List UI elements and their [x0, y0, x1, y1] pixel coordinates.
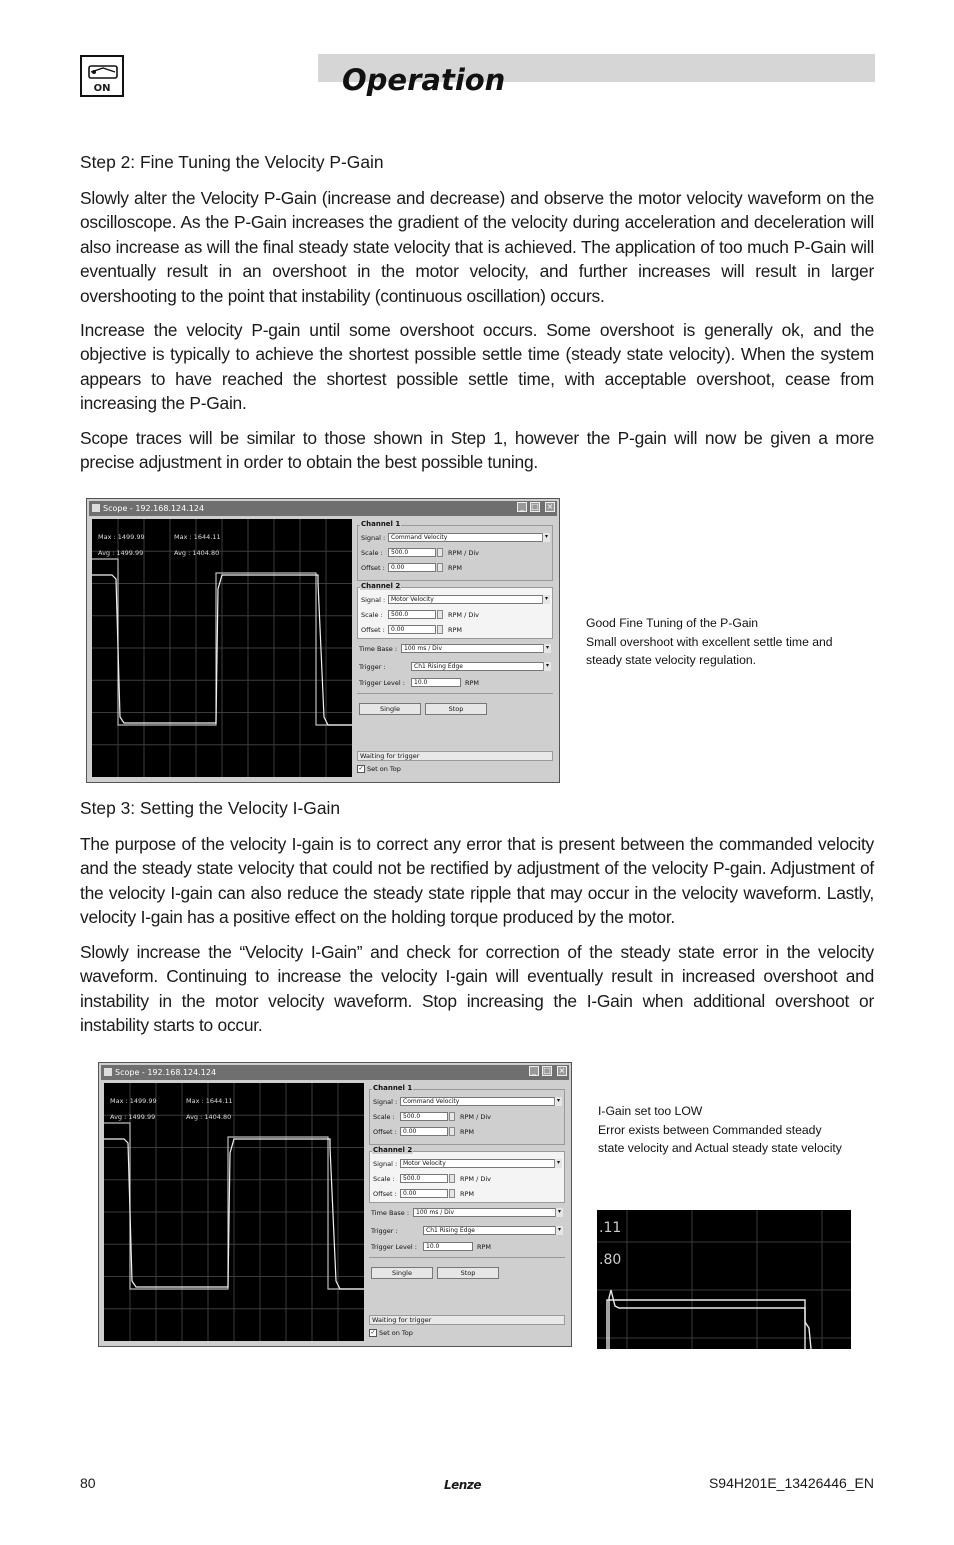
- chevron-down-icon[interactable]: ▾: [555, 1208, 563, 1217]
- trigger-select[interactable]: Ch1 Rising Edge: [411, 662, 551, 671]
- checkmark-icon[interactable]: ✓: [358, 765, 364, 772]
- chevron-down-icon[interactable]: ▾: [554, 1159, 562, 1168]
- scope-titlebar[interactable]: [89, 501, 557, 516]
- offset-label: Offset :: [373, 1190, 397, 1198]
- scale-label: Scale :: [373, 1113, 395, 1121]
- oscilloscope-plot[interactable]: [104, 1083, 364, 1341]
- caption-line: Small overshoot with excellent settle time and: [586, 634, 833, 649]
- ch2-scale-input[interactable]: 500.0: [388, 610, 436, 619]
- power-switch-icon: [80, 55, 124, 97]
- step3-paragraph-1: The purpose of the velocity I-gain is to correct any error that is present between the commanded velocity and the steady state velocity that could not be rectified by adjustment of the velocity P-gain. Adjustment of the velocity I-gain can also reduce the steady state ripple that may occur in the velocity waveform. Lastly, velocity I-gain has a positive effect on the holding torque produced by the motor.: [80, 834, 874, 928]
- step2-paragraph-2: Increase the velocity P-gain until some overshoot occurs. Some overshoot is generally ok, and the objective is typically to achieve the shortest possible settle time (steady state velocity). When the system appears to have reached the shortest possible settle time, with acceptable overshoot, cease from increasing the P-Gain.: [80, 320, 874, 414]
- chevron-down-icon[interactable]: ▾: [543, 662, 551, 671]
- spinner-icon[interactable]: [449, 1127, 455, 1136]
- avg-readout: Avg : 1404.80: [186, 1113, 232, 1121]
- channel2-title: Channel 2: [361, 582, 401, 590]
- max-readout: Max : 1499.99: [110, 1097, 157, 1105]
- channel2-group: [369, 1146, 565, 1203]
- ch1-scale-input[interactable]: 500.0: [400, 1112, 448, 1121]
- set-on-top-checkbox[interactable]: [357, 765, 401, 773]
- max-readout: Max : 1499.99: [98, 533, 145, 541]
- minimize-button[interactable]: _: [517, 502, 527, 512]
- ch1-signal-select[interactable]: Command Velocity: [400, 1097, 562, 1106]
- trigger-level-input[interactable]: 10.0: [423, 1242, 473, 1251]
- offset-label: Offset :: [361, 564, 385, 572]
- spinner-icon[interactable]: [437, 548, 443, 557]
- switch-icon: [83, 59, 123, 85]
- trace-svg: [92, 519, 352, 777]
- scope-title: Scope - 192.168.124.124: [103, 504, 205, 513]
- ch1-signal-select[interactable]: Command Velocity: [388, 533, 550, 542]
- channel1-title: Channel 1: [361, 520, 401, 528]
- trigger-label: Trigger :: [371, 1227, 398, 1235]
- max-readout: Max : 1644.11: [174, 533, 221, 541]
- trigger-level-unit: RPM: [465, 679, 480, 687]
- chevron-down-icon[interactable]: ▾: [554, 1097, 562, 1106]
- caption-line: steady state velocity regulation.: [586, 653, 757, 667]
- maximize-button[interactable]: □: [543, 1066, 551, 1075]
- trigger-select[interactable]: Ch1 Rising Edge: [423, 1226, 563, 1235]
- scale-label: Scale :: [361, 611, 383, 619]
- ch1-offset-input[interactable]: 0.00: [400, 1127, 448, 1136]
- channel1-group: [357, 520, 553, 581]
- spinner-icon[interactable]: [449, 1112, 455, 1121]
- spinner-icon[interactable]: [449, 1189, 455, 1198]
- page-number: 80: [80, 1475, 96, 1491]
- single-button[interactable]: Single: [359, 703, 421, 715]
- set-on-top-checkbox[interactable]: [369, 1329, 413, 1337]
- signal-label: Signal :: [361, 534, 386, 542]
- offset-label: Offset :: [361, 626, 385, 634]
- offset-unit: RPM: [460, 1128, 475, 1136]
- zoom-label-max: .11: [599, 1220, 622, 1236]
- trigger-level-label: Trigger Level :: [371, 1243, 417, 1251]
- minimize-button[interactable]: _: [529, 1066, 539, 1076]
- spinner-icon[interactable]: [437, 625, 443, 634]
- set-on-top-label: Set on Top: [367, 765, 401, 773]
- timebase-select[interactable]: 100 ms / Div: [413, 1208, 563, 1217]
- ch2-offset-input[interactable]: 0.00: [400, 1189, 448, 1198]
- ch2-signal-select[interactable]: Motor Velocity: [400, 1159, 562, 1168]
- offset-unit: RPM: [448, 626, 463, 634]
- step2-heading: Step 2: Fine Tuning the Velocity P-Gain: [80, 152, 384, 172]
- channel2-title: Channel 2: [373, 1146, 413, 1154]
- timebase-label: Time Base :: [359, 645, 398, 653]
- avg-readout: Avg : 1499.99: [110, 1113, 156, 1121]
- scale-unit: RPM / Div: [460, 1113, 492, 1121]
- channel1-title: Channel 1: [373, 1084, 413, 1092]
- spinner-icon[interactable]: [437, 610, 443, 619]
- ch1-scale-input[interactable]: 500.0: [388, 548, 436, 557]
- chevron-down-icon[interactable]: ▾: [543, 644, 551, 653]
- set-on-top-label: Set on Top: [379, 1329, 413, 1337]
- scope-window: [98, 1062, 572, 1347]
- caption-title: Good Fine Tuning of the P-Gain: [586, 616, 759, 630]
- avg-readout: Avg : 1499.99: [98, 549, 144, 557]
- brand-logo: Lenze: [444, 1478, 481, 1492]
- page-title: Operation: [342, 63, 506, 97]
- trigger-label: Trigger :: [359, 663, 386, 671]
- on-label: ON: [93, 83, 111, 94]
- zoom-plot: [597, 1210, 851, 1349]
- signal-label: Signal :: [361, 596, 386, 604]
- channel1-group: [369, 1084, 565, 1145]
- close-button[interactable]: ×: [558, 1066, 566, 1075]
- checkmark-icon[interactable]: ✓: [370, 1329, 376, 1336]
- channel2-group: [357, 582, 553, 639]
- step3-paragraph-2: Slowly increase the “Velocity I-Gain” and check for correction of the steady state error in the velocity waveform. Continuing to increase the velocity I-gain will eventually result in increased overshoot and instability in the motor velocity waveform. Stop increasing the I-Gain when additional overshoot or instability starts to occur.: [80, 942, 874, 1036]
- step2-caption: [586, 614, 886, 670]
- max-readout: Max : 1644.11: [186, 1097, 233, 1105]
- document-id: S94H201E_13426446_EN: [708, 1475, 874, 1491]
- single-button[interactable]: Single: [371, 1267, 433, 1279]
- scale-unit: RPM / Div: [448, 611, 480, 619]
- status-bar: Waiting for trigger: [357, 751, 553, 761]
- avg-readout: Avg : 1404.80: [174, 549, 220, 557]
- scale-label: Scale :: [373, 1175, 395, 1183]
- chevron-down-icon[interactable]: ▾: [542, 595, 550, 604]
- offset-unit: RPM: [460, 1190, 475, 1198]
- app-icon: [104, 1068, 112, 1076]
- ch2-offset-input[interactable]: 0.00: [388, 625, 436, 634]
- offset-unit: RPM: [448, 564, 463, 572]
- caption-title: I-Gain set too LOW: [598, 1104, 703, 1118]
- oscilloscope-plot[interactable]: [92, 519, 352, 777]
- status-bar: Waiting for trigger: [369, 1315, 565, 1325]
- scale-label: Scale :: [361, 549, 383, 557]
- step3-heading: Step 3: Setting the Velocity I-Gain: [80, 798, 341, 818]
- trigger-level-unit: RPM: [477, 1243, 492, 1251]
- stop-button[interactable]: Stop: [425, 703, 487, 715]
- scope-settings-panel: [367, 1083, 567, 1343]
- spinner-icon[interactable]: [437, 563, 443, 572]
- caption-line: state velocity and Actual steady state velocity: [598, 1141, 842, 1155]
- scope-settings-panel: [355, 519, 555, 779]
- scale-unit: RPM / Div: [460, 1175, 492, 1183]
- offset-label: Offset :: [373, 1128, 397, 1136]
- trace-svg: [104, 1083, 364, 1341]
- chevron-down-icon[interactable]: ▾: [555, 1226, 563, 1235]
- scope-titlebar[interactable]: [101, 1065, 569, 1080]
- scale-unit: RPM / Div: [448, 549, 480, 557]
- ch2-scale-input[interactable]: 500.0: [400, 1174, 448, 1183]
- close-button[interactable]: ×: [546, 502, 554, 511]
- timebase-select[interactable]: 100 ms / Div: [401, 644, 551, 653]
- step2-paragraph-1: Slowly alter the Velocity P-Gain (increase and decrease) and observe the motor velocity waveform on the oscilloscope. As the P-Gain increases the gradient of the velocity during acceleration and deceleration will also increase as will the final steady state velocity that is achieved. The application of too much P-Gain will eventually result in an overshoot in the motor velocity, and further increases will result in larger overshooting to the point that instability (continuous oscillation) occurs.: [80, 188, 874, 306]
- signal-label: Signal :: [373, 1098, 398, 1106]
- app-icon: [92, 504, 100, 512]
- trigger-level-input[interactable]: 10.0: [411, 678, 461, 687]
- timebase-label: Time Base :: [371, 1209, 410, 1217]
- signal-label: Signal :: [373, 1160, 398, 1168]
- caption-line: Error exists between Commanded steady: [598, 1122, 822, 1137]
- ch1-offset-input[interactable]: 0.00: [388, 563, 436, 572]
- zoomed-trace: [597, 1210, 851, 1349]
- divider: [357, 693, 553, 694]
- ch2-signal-select[interactable]: Motor Velocity: [388, 595, 550, 604]
- zoom-label-avg: .80: [599, 1252, 622, 1268]
- trigger-level-label: Trigger Level :: [359, 679, 405, 687]
- stop-button[interactable]: Stop: [437, 1267, 499, 1279]
- scope-window: [86, 498, 560, 783]
- maximize-button[interactable]: □: [531, 502, 539, 511]
- divider: [369, 1257, 565, 1258]
- spinner-icon[interactable]: [449, 1174, 455, 1183]
- chevron-down-icon[interactable]: ▾: [542, 533, 550, 542]
- step2-paragraph-3: Scope traces will be similar to those shown in Step 1, however the P-gain will now be given a more precise adjustment in order to obtain the best possible tuning.: [80, 428, 874, 473]
- step3-caption: [598, 1102, 898, 1158]
- scope-title: Scope - 192.168.124.124: [115, 1068, 217, 1077]
